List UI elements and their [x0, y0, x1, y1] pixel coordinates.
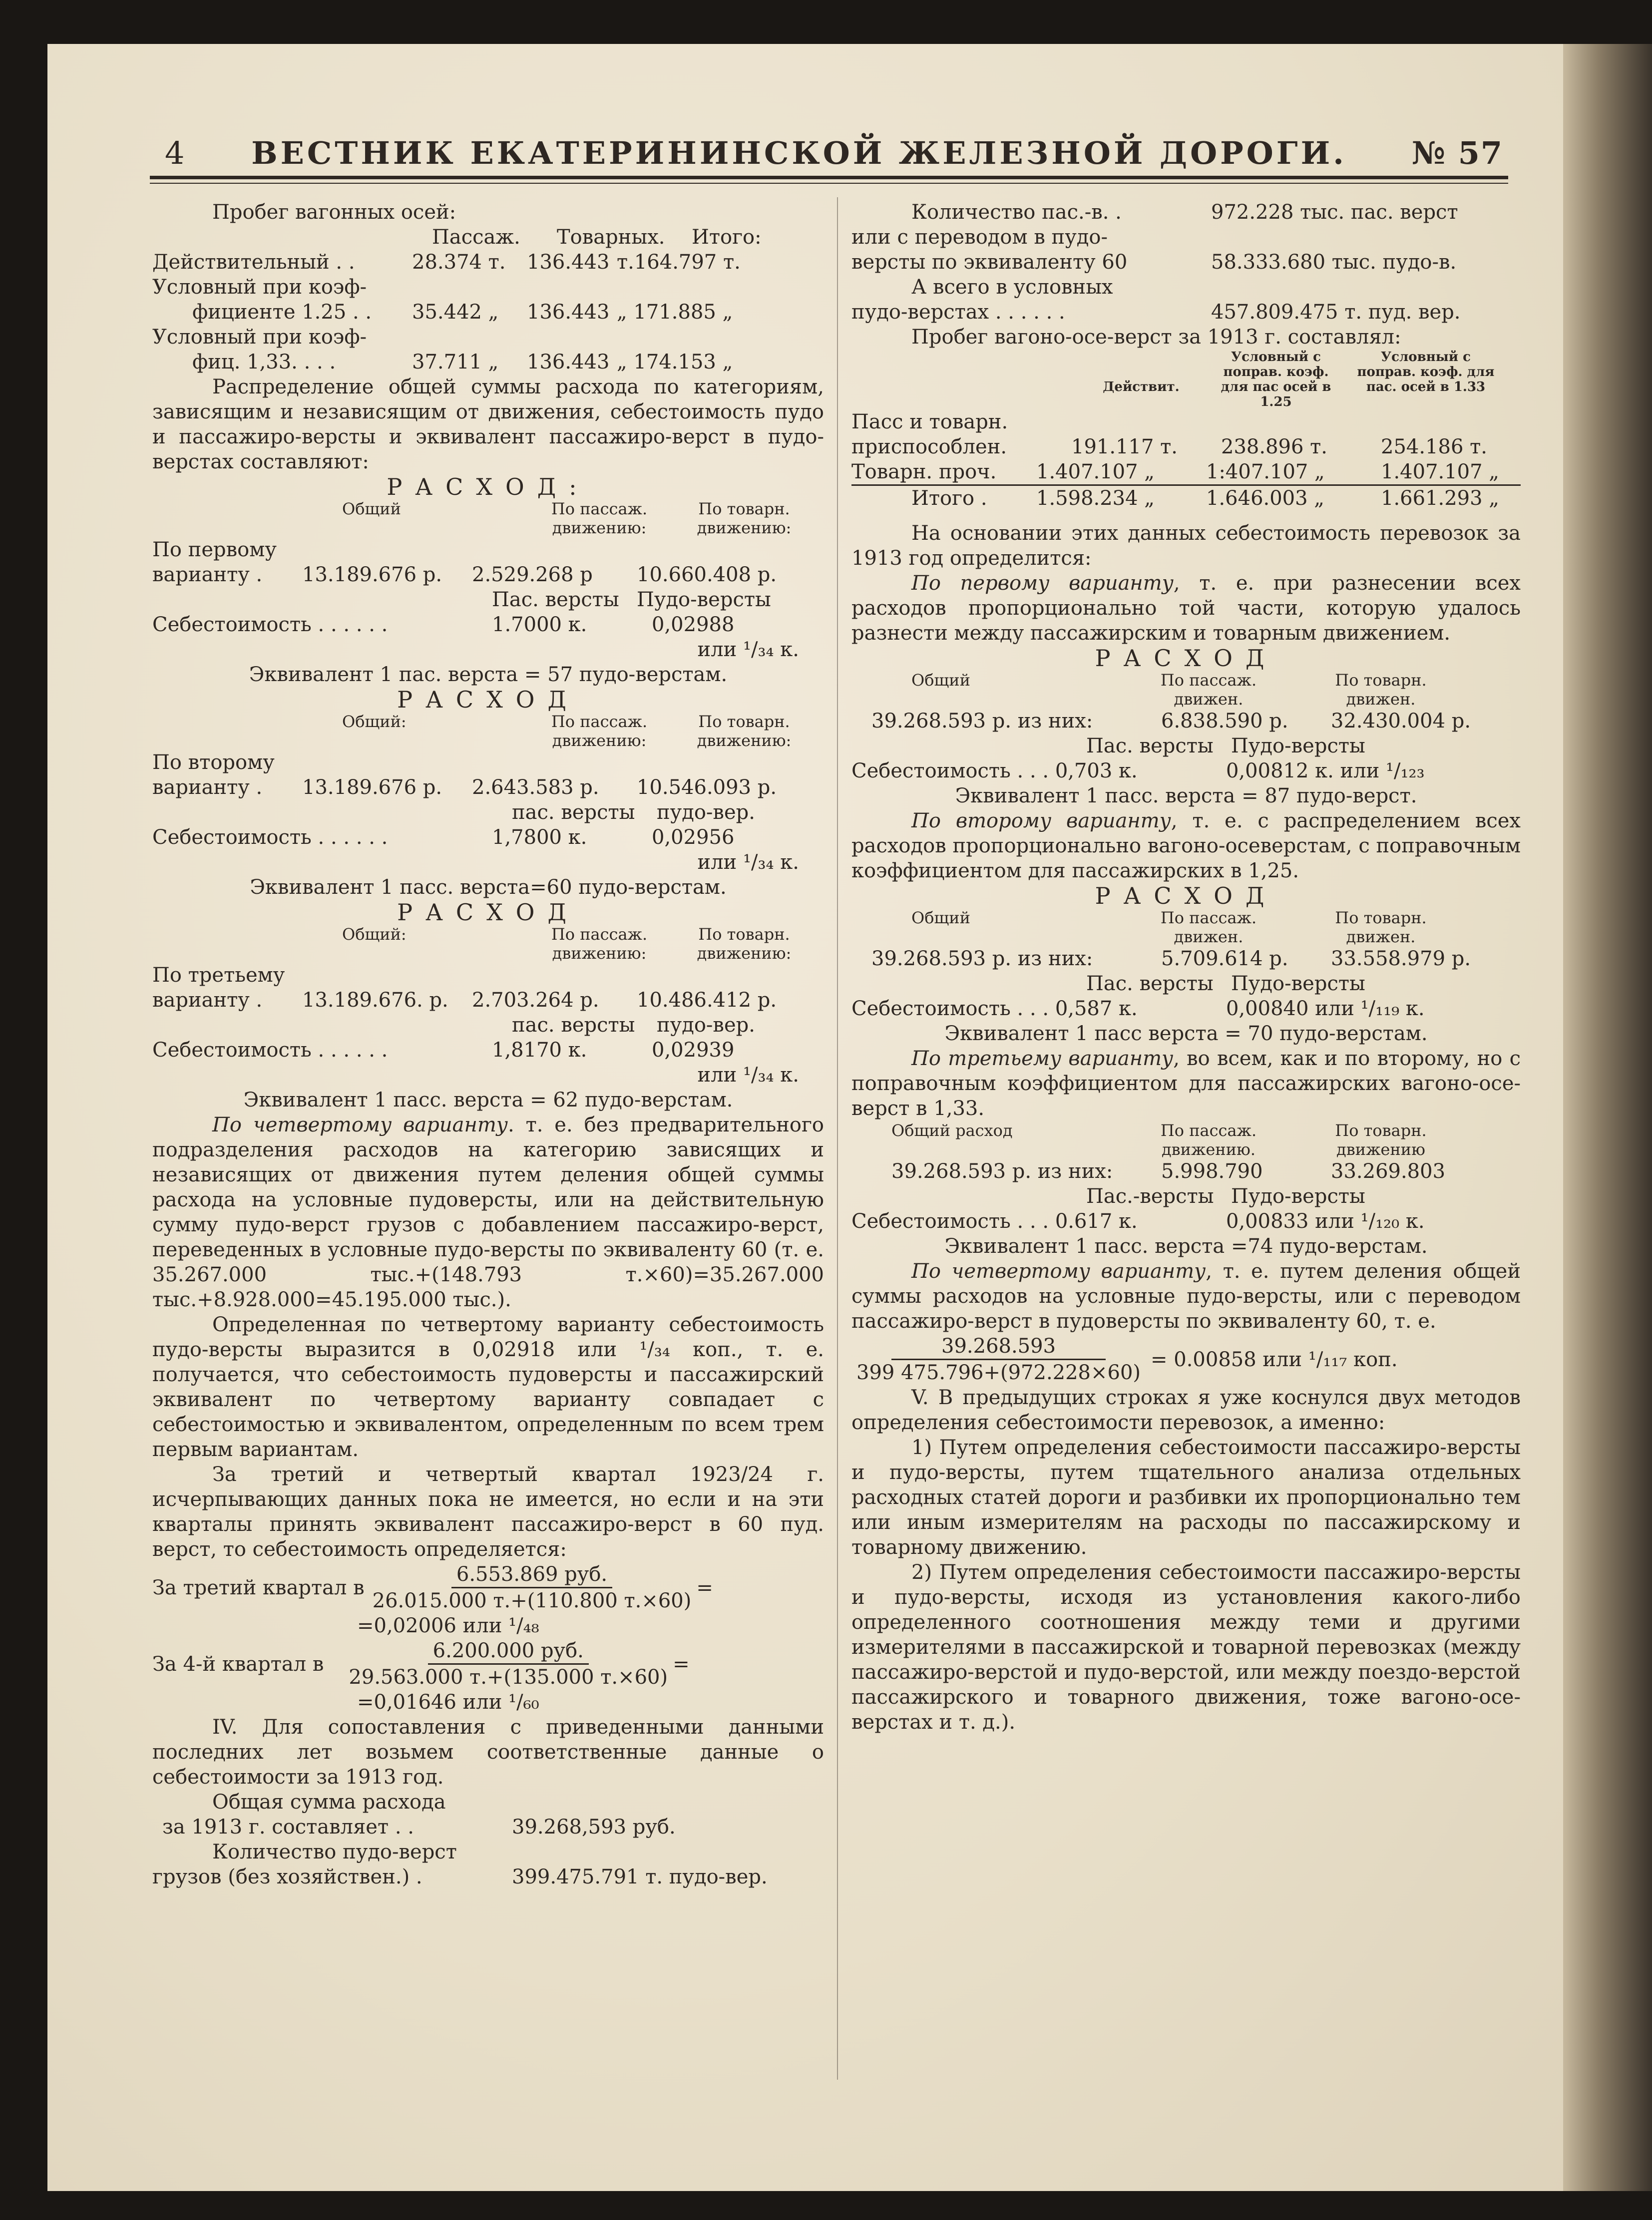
header-rule — [150, 176, 1508, 179]
basis-paragraph: На основании этих данных себестоимость перевозок за 1913 год определится: — [851, 522, 1521, 570]
expense-row: варианту . 13.189.676 р. 2.529.268 р 10.660.408 р. — [152, 563, 777, 586]
r3-paragraph: По третьему варианту, во всем, как и по второму, но с поправочным коэффициентом для пассажирских вагоно-осе-верст в 1,33. — [851, 1047, 1521, 1120]
axle-head: Пассаж. Товарных. Итого: — [432, 226, 762, 249]
equivalent-line: Эквивалент 1 пас. верста = 57 пудо-верстам. — [249, 663, 728, 686]
section-iv-paragraph: IV. Для сопоставления с приведенными данными последних лет возьмем соответственные данные о себестоимости за 1913 год. — [152, 1716, 824, 1789]
q3-formula: За третий квартал в $\frac{\text{6.553.869 руб.}}{26.015.000 т.+(110.800 т.\times 60)}$ = — [152, 1563, 713, 1612]
cost-row: Себестоимость . . . 0.617 к. 0,00833 или ¹/₁₂₀ к. — [851, 1210, 1425, 1233]
expense-cols: Общий По пассаж. движен. По товарн. движен. — [911, 908, 1427, 946]
sum-label: Общая сумма расхода — [212, 1791, 446, 1814]
equivalent-line: Эквивалент 1 пасс. верста =74 пудо-верстам. — [944, 1235, 1428, 1258]
page-number: 4 — [165, 135, 186, 171]
expense-row: варианту . 13.189.676. р. 2.703.264 р. 10.486.412 р. — [152, 989, 777, 1012]
expense-heading: РАСХОД: — [387, 473, 590, 500]
expense-row: 39.268.593 р. из них: 6.838.590 р. 32.430.004 р. — [871, 710, 1471, 733]
expense-cols: Общий: По пассаж. движению: По товарн. движению: — [342, 925, 792, 963]
page-header — [165, 135, 1503, 180]
axle-row: Условный при коэф- — [152, 326, 367, 349]
left-column — [152, 200, 824, 1889]
r1-paragraph: По первому варианту, т. е. при разнесении всех расходов пропорционально той части, которую удалось разнести между пассажирским и товарным движением. — [851, 572, 1521, 645]
unit-row: Пас. версты Пудо-версты — [1086, 735, 1365, 757]
cost-fraction: или ¹/₃₄ к. — [697, 638, 799, 661]
pass-verst-line: или с переводом в пудо- — [851, 226, 1108, 249]
variant-label: По второму — [152, 751, 275, 774]
equivalent-line: Эквивалент 1 пасс. верста = 87 пудо-верст. — [955, 784, 1417, 807]
expense-heading: РАСХОД — [1095, 882, 1277, 909]
sum-row: за 1913 г. составляет . . 39.268,593 руб. — [162, 1816, 676, 1839]
r4-formula: $\frac{39.268.593}{399 475.796+(972.228\times 60)}$ = 0.00858 или ¹/₁₁₇ коп. — [856, 1335, 1398, 1384]
axle-title: Пробег вагонных осей: — [212, 201, 456, 224]
method2-paragraph: 2) Путем определения себестоимости пассажиро-версты и пудо-версты, исходя из установления какого-либо определенного соотношения между теми и другими измерителями в пассажирской и товарной перевозках (между пассажиро-верстой и пудо-верстой, или между поездо-верстой пассажирского и товарного движения, тоже вагоно-осе-верстах и т. д.). — [851, 1561, 1521, 1734]
unit-row: пас. версты пудо-вер. — [512, 801, 755, 824]
cost-row: Себестоимость . . . . . . 1,8170 к. 0,02939 — [152, 1039, 735, 1062]
cost-row: Себестоимость . . . . . . 1,7800 к. 0,02956 — [152, 826, 735, 849]
run-row: Пасс и товарн. — [851, 410, 1008, 433]
unit-row: Пас. версты Пудо-версты — [492, 588, 771, 611]
run-row: приспособлен. 191.117 т. 238.896 т. 254.186 т. — [851, 435, 1487, 458]
run-head: Действит. Условный с поправ. коэф. для пас осей в 1.25 Условный с поправ. коэф. для пас. осей в 1.33 — [1103, 350, 1495, 409]
r4-paragraph: По четвертому варианту, т. е. путем деления общей суммы расходов на условные пудо-версты, или с переводом пассажиро-верст в пудоверсты по эквиваленту 60, т. е. — [851, 1260, 1521, 1333]
run-total-row: Итого . 1.598.234 „ 1.646.003 „ 1.661.293 „ — [851, 484, 1521, 511]
expense-heading: РАСХОД — [397, 899, 579, 926]
variant-label: По третьему — [152, 964, 285, 987]
axle-row: фициенте 1.25 . . 35.442 „ 136.443 „ 171.885 „ — [192, 301, 733, 324]
expense-heading: РАСХОД — [1095, 645, 1277, 672]
issue-number: № 57 — [1411, 135, 1503, 171]
right-column — [851, 200, 1521, 1735]
axle-row: фиц. 1,33. . . . 37.711 „ 136.443 „ 174.153 „ — [192, 351, 733, 373]
q4-result: =0,01646 или ¹/₆₀ — [357, 1691, 539, 1714]
journal-title: ВЕСТНИК ЕКАТЕРИНИНСКОЙ ЖЕЛЕЗНОЙ ДОРОГИ. — [251, 135, 1347, 171]
equivalent-line: Эквивалент 1 пасс. верста = 62 пудо-верстам. — [243, 1089, 733, 1111]
cost-fraction: или ¹/₃₄ к. — [697, 1064, 799, 1087]
expense-heading: РАСХОД — [397, 686, 579, 713]
pud-row: грузов (без хозяйствен.) . 399.475.791 т. пудо-вер. — [152, 1865, 768, 1888]
expense-row: 39.268.593 р. из них: 5.998.790 33.269.803 — [891, 1160, 1446, 1183]
cost-fraction: или ¹/₃₄ к. — [697, 851, 799, 874]
definition-paragraph: Определенная по четвертому варианту себестоимость пудо-версты выразится в 0,02918 или ¹/₃₄ коп., т. е. получается, что себестоимость пудоверсты и пассажирский эквивалент по четвертому варианту совпадает с себестоимостью и эквивалентом, определенным по всем трем первым вариантам. — [152, 1313, 824, 1461]
expense-cols: Общий расход По пассаж. движению. По товарн. движению — [891, 1121, 1427, 1159]
intro-paragraph: Распределение общей суммы расхода по категориям, зависящим и независящим от движения, себестоимость пудо и пассажиро-версты и эквивалент пассажиро-верст в пудо-верстах составляют: — [152, 375, 824, 473]
variant4-paragraph: По четвертому варианту. т. е. без предварительного подразделения расходов на категорию зависящих и независящих от движения путем деления общей суммы расхода на условные пудоверсты, или на действительную сумму пудо-верст грузов с добавлением пассажиро-верст, переведенных в условные пудо-версты по эквиваленту 60 (т. е. 35.267.000 тыс.+(148.793 т.×60)=35.267.000 тыс.+8.928.000=45.195.000 тыс.). — [152, 1113, 825, 1311]
expense-row: 39.268.593 р. из них: 5.709.614 р. 33.558.979 р. — [871, 947, 1471, 970]
q4-formula: За 4-й квартал в $\frac{\text{6.200.000 руб.}}{29.563.000 т.+(135.000 т.\times 60)}$ = — [152, 1639, 690, 1689]
unit-row: пас. версты пудо-вер. — [512, 1014, 755, 1037]
unit-row: Пас.-версты Пудо-версты — [1086, 1185, 1365, 1208]
equivalent-line: Эквивалент 1 пасс верста = 70 пудо-верстам. — [944, 1022, 1428, 1045]
column-divider — [837, 197, 838, 2080]
run-row: Товарн. проч. 1.407.107 „ 1:407.107 „ 1.407.107 „ — [851, 460, 1500, 483]
equivalent-line: Эквивалент 1 пасс. верста=60 пудо-верстам. — [250, 876, 727, 899]
pass-verst-row: Количество пас.-в. . 972.228 тыс. пас. верст — [911, 201, 1458, 224]
book-spine — [1563, 44, 1652, 2191]
r2-paragraph: По второму варианту, т. е. с распределением всех расходов пропорционально вагоно-осеверстам, с поправочным коэффициентом для пассажирских в 1,25. — [851, 809, 1521, 882]
pass-verst-row: версты по эквиваленту 60 58.333.680 тыс. пудо-в. — [851, 251, 1457, 274]
cost-row: Себестоимость . . . . . . 1.7000 к. 0,02988 — [152, 613, 735, 636]
quarters-paragraph: За третий и четвертый квартал 1923/24 г. исчерпывающих данных пока не имеется, но если и на эти кварталы принять эквивалент пассажиро-верст в 60 пуд. верст, то себестоимость определяется: — [152, 1463, 824, 1561]
header-rule-thin — [150, 183, 1508, 184]
pud-label: Количество пудо-верст — [212, 1841, 457, 1863]
expense-row: варианту . 13.189.676 р. 2.643.583 р. 10.546.093 р. — [152, 776, 777, 799]
expense-cols: Общий: По пассаж. движению: По товарн. движению: — [342, 712, 792, 750]
run-title: Пробег вагоно-осе-верст за 1913 г. составлял: — [911, 326, 1401, 349]
expense-cols: Общий По пассаж. движению: По товарн. движению: — [342, 499, 792, 537]
axle-row: Условный при коэф- — [152, 276, 367, 299]
cost-row: Себестоимость . . . 0,587 к. 0,00840 или ¹/₁₁₉ к. — [851, 997, 1425, 1020]
pass-verst-line: А всего в условных — [911, 276, 1113, 299]
pass-verst-row: пудо-верстах . . . . . . 457.809.475 т. пуд. вер. — [851, 301, 1461, 324]
unit-row: Пас. версты Пудо-версты — [1086, 972, 1365, 995]
q3-result: =0,02006 или ¹/₄₈ — [357, 1614, 539, 1637]
expense-cols: Общий По пассаж. движен. По товарн. движен. — [911, 671, 1427, 709]
section-v-paragraph: V. В предыдущих строках я уже коснулся двух методов определения себестоимости перевозок, а именно: — [851, 1386, 1521, 1434]
axle-row: Действительный . . 28.374 т. 136.443 т.164.797 т. — [152, 251, 741, 274]
method1-paragraph: 1) Путем определения себестоимости пассажиро-версты и пудо-версты, путем тщательного анализа отдельных расходных статей дороги и разбивки их пропорционально тем или иным измерителям на расходы по пассажирскому и товарному движению. — [851, 1436, 1521, 1559]
cost-row: Себестоимость . . . 0,703 к. 0,00812 к. или ¹/₁₂₃ — [851, 759, 1425, 782]
variant-label: По первому — [152, 538, 277, 561]
